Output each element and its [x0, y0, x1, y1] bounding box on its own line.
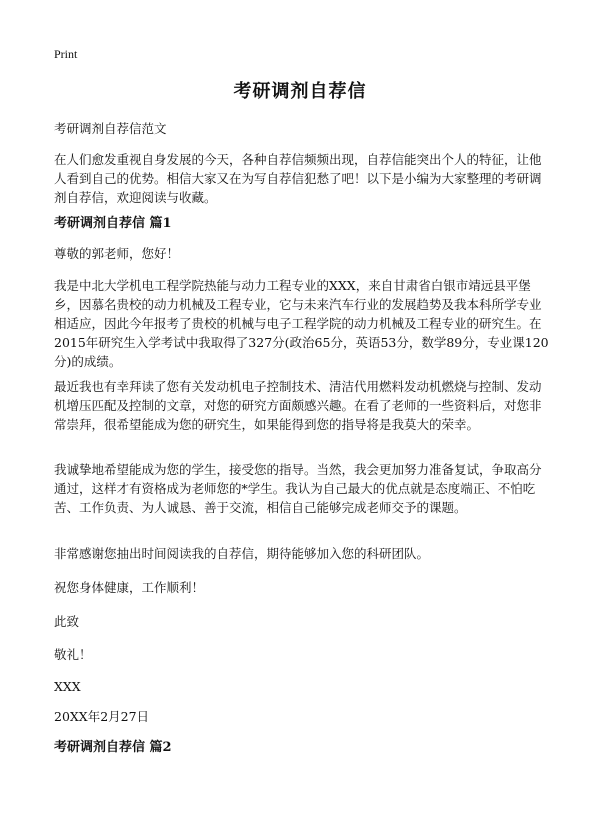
signature: XXX	[54, 679, 81, 694]
body-paragraph-2: 最近我也有幸拜读了您有关发动机电子控制技术、清洁代用燃料发动机燃烧与控制、发动机增压匹配及控制的文章，对您的研究方面颇感兴趣。在看了老师的一些资料后，对您非常崇拜，很希望能成为您的研究生，如果能得到您的指导将是我莫大的荣幸。	[54, 379, 542, 432]
date: 20XX年2月27日	[54, 709, 150, 724]
body-paragraph-1: 我是中北大学机电工程学院热能与动力工程专业的XXX，来自甘肃省白银市靖远县平堡乡，因慕名贵校的动力机械及工程专业，它与未来汽车行业的发展趋势及我本科所学专业相适应，因此今年报考了贵校的机械与电子工程学院的动力机械及工程专业的研究生。在2015年研究生入学考试中我取得了327分(政治65分，英语53分，数学89分，专业课120分)的成绩。	[54, 278, 549, 369]
section-2-heading: 考研调剂自荐信 篇2	[54, 740, 172, 755]
print-link[interactable]: Print	[54, 47, 78, 61]
document-subtitle: 考研调剂自荐信范文	[54, 121, 167, 136]
wish-line: 祝您身体健康，工作顺利！	[54, 580, 205, 595]
intro-paragraph: 在人们愈发重视自身发展的今天，各种自荐信频频出现，自荐信能突出个人的特征，让他人看到自己的优势。相信大家又在为写自荐信犯愁了吧！以下是小编为大家整理的考研调剂自荐信，欢迎阅读与收藏。	[54, 152, 542, 205]
greeting: 尊敬的郭老师，您好！	[54, 246, 180, 261]
document-title: 考研调剂自荐信	[233, 81, 367, 102]
body-paragraph-3: 我诚挚地希望能成为您的学生，接受您的指导。当然，我会更加努力准备复试，争取高分通过，这样才有资格成为老师您的*学生。我认为自己最大的优点就是态度端正、不怕吃苦、工作负责、为人诚恳、善于交流，相信自己能够完成老师交予的课题。	[54, 462, 542, 515]
section-1-heading: 考研调剂自荐信 篇1	[54, 216, 172, 231]
body-paragraph-4: 非常感谢您抽出时间阅读我的自荐信，期待能够加入您的科研团队。	[54, 546, 430, 561]
closing-line-2: 敬礼！	[54, 647, 92, 662]
closing-line-1: 此致	[54, 614, 80, 629]
